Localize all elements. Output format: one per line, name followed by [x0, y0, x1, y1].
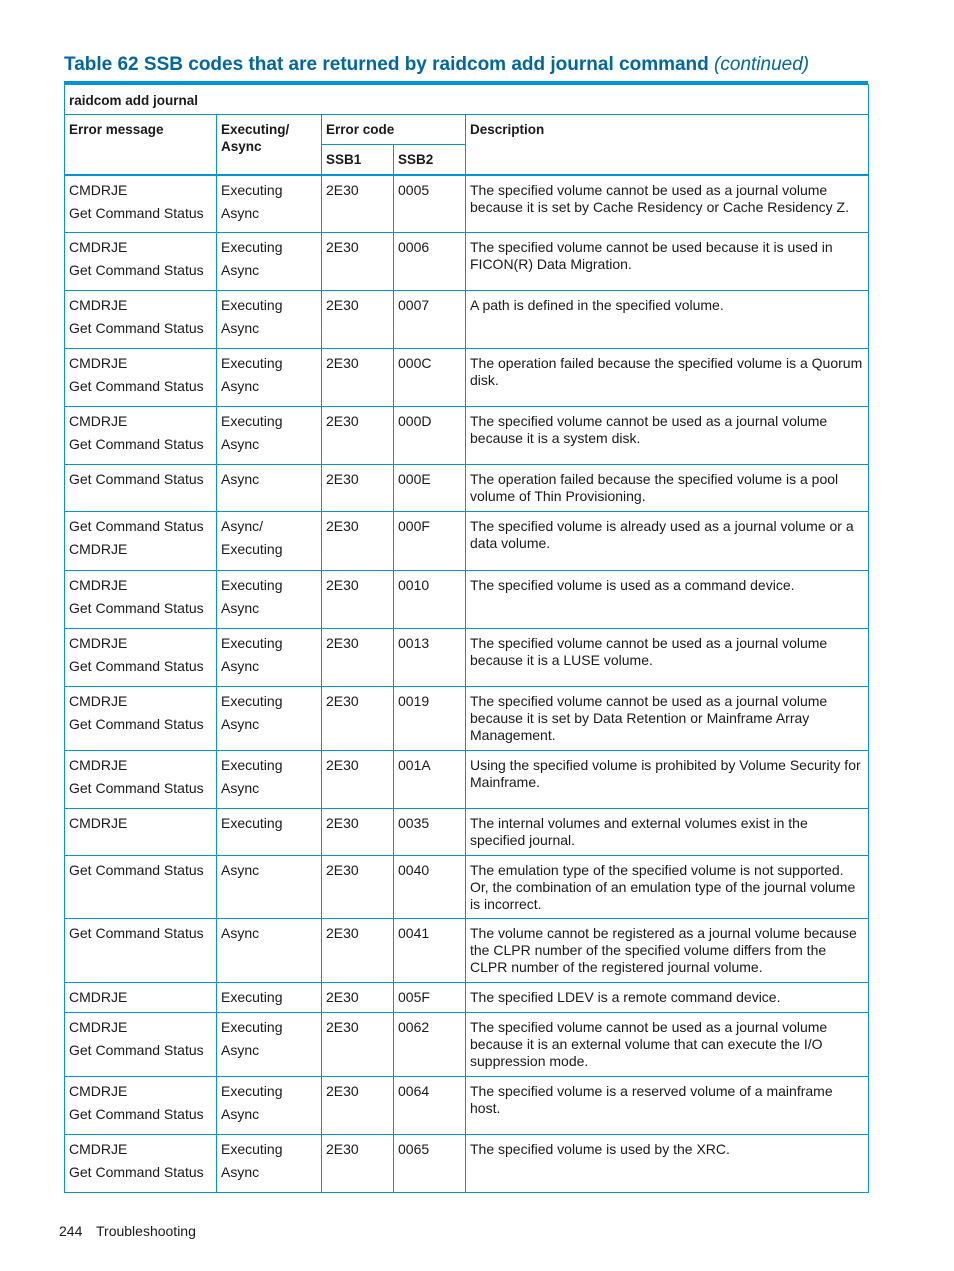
- cell-executing-async: [217, 465, 322, 512]
- executing-async-line: Executing: [221, 989, 283, 1005]
- error-message-line: CMDRJE: [69, 635, 128, 651]
- cell-ssb1: 2E30: [322, 465, 394, 512]
- cell-ssb1: 2E30: [322, 983, 394, 1013]
- cell-executing-async: [217, 687, 322, 751]
- table-row: [65, 687, 869, 751]
- cell-executing-async: [217, 1135, 322, 1193]
- cell-description: The specified volume cannot be used as a journal volume because it is set by Cache Residency or Cache Residency Z.: [466, 175, 869, 233]
- cell-ssb2: 0064: [394, 1077, 466, 1135]
- cell-executing-async: [217, 349, 322, 407]
- error-message-line: Get Command Status: [69, 600, 204, 616]
- cell-description: The specified volume is a reserved volume of a mainframe host.: [466, 1077, 869, 1135]
- cell-ssb2: 005F: [394, 983, 466, 1013]
- footer-section: Troubleshooting: [96, 1223, 196, 1239]
- cell-description: The internal volumes and external volumes exist in the specified journal.: [466, 809, 869, 856]
- error-message-line: Get Command Status: [69, 862, 204, 878]
- table-caption: raidcom add journal: [65, 85, 869, 115]
- cell-executing-async: [217, 512, 322, 571]
- cell-ssb1: 2E30: [322, 349, 394, 407]
- header-ssb1: SSB1: [322, 145, 394, 175]
- error-message-line: Get Command Status: [69, 518, 204, 534]
- cell-error-message: [65, 983, 217, 1013]
- cell-executing-async: [217, 856, 322, 919]
- executing-async-line: Async: [221, 1042, 260, 1058]
- table-row: [65, 512, 869, 571]
- cell-error-message: [65, 291, 217, 349]
- cell-error-message: [65, 1077, 217, 1135]
- cell-description: The specified LDEV is a remote command device.: [466, 983, 869, 1013]
- executing-async-line: Executing: [221, 577, 283, 593]
- error-message-line: Get Command Status: [69, 436, 204, 452]
- cell-executing-async: [217, 919, 322, 983]
- cell-error-message: [65, 1135, 217, 1193]
- executing-async-line: Executing: [221, 1083, 283, 1099]
- cell-description: The specified volume cannot be used as a journal volume because it is a LUSE volume.: [466, 629, 869, 687]
- table-row: [65, 751, 869, 809]
- table-body: [65, 175, 869, 1193]
- executing-async-line: Executing: [221, 693, 283, 709]
- table-row: [65, 571, 869, 629]
- cell-ssb2: 0019: [394, 687, 466, 751]
- cell-error-message: [65, 1013, 217, 1077]
- error-message-line: CMDRJE: [69, 693, 128, 709]
- cell-executing-async: [217, 175, 322, 233]
- cell-description: The volume cannot be registered as a journal volume because the CLPR number of the specified volume differs from the CLPR number of the registered journal volume.: [466, 919, 869, 983]
- executing-async-line: Executing: [221, 757, 283, 773]
- executing-async-line: Executing: [221, 815, 283, 831]
- executing-async-line: Async: [221, 262, 260, 278]
- executing-async-line: Async: [221, 925, 260, 941]
- cell-ssb1: 2E30: [322, 291, 394, 349]
- cell-error-message: [65, 571, 217, 629]
- header-ssb2: SSB2: [394, 145, 466, 175]
- cell-ssb2: 0041: [394, 919, 466, 983]
- cell-ssb1: 2E30: [322, 1077, 394, 1135]
- page-footer: [59, 1223, 196, 1239]
- cell-executing-async: [217, 233, 322, 291]
- cell-description: The operation failed because the specified volume is a pool volume of Thin Provisioning.: [466, 465, 869, 512]
- executing-async-line: Executing: [221, 355, 283, 371]
- cell-executing-async: [217, 407, 322, 465]
- cell-ssb1: 2E30: [322, 687, 394, 751]
- cell-description: A path is defined in the specified volume.: [466, 291, 869, 349]
- error-message-line: CMDRJE: [69, 413, 128, 429]
- error-message-line: CMDRJE: [69, 355, 128, 371]
- cell-ssb2: 0065: [394, 1135, 466, 1193]
- cell-ssb2: 0035: [394, 809, 466, 856]
- cell-ssb2: 0013: [394, 629, 466, 687]
- cell-ssb1: 2E30: [322, 809, 394, 856]
- error-message-line: Get Command Status: [69, 716, 204, 732]
- error-message-line: CMDRJE: [69, 239, 128, 255]
- cell-ssb2: 0010: [394, 571, 466, 629]
- error-message-line: CMDRJE: [69, 297, 128, 313]
- cell-error-message: [65, 809, 217, 856]
- executing-async-line: Executing: [221, 239, 283, 255]
- error-message-line: CMDRJE: [69, 757, 128, 773]
- cell-ssb1: 2E30: [322, 407, 394, 465]
- header-description: Description: [466, 115, 869, 175]
- cell-ssb1: 2E30: [322, 1013, 394, 1077]
- error-message-line: Get Command Status: [69, 1042, 204, 1058]
- cell-ssb2: 0005: [394, 175, 466, 233]
- executing-async-line: Async/: [221, 518, 264, 534]
- cell-error-message: [65, 629, 217, 687]
- cell-ssb1: 2E30: [322, 751, 394, 809]
- table-row: [65, 856, 869, 919]
- cell-error-message: [65, 465, 217, 512]
- cell-ssb2: 0040: [394, 856, 466, 919]
- cell-description: Using the specified volume is prohibited by Volume Security for Mainframe.: [466, 751, 869, 809]
- cell-ssb2: 001A: [394, 751, 466, 809]
- error-message-line: Get Command Status: [69, 320, 204, 336]
- cell-executing-async: [217, 291, 322, 349]
- error-message-line: CMDRJE: [69, 1141, 128, 1157]
- cell-ssb2: 000F: [394, 512, 466, 571]
- cell-description: The specified volume cannot be used as a journal volume because it is a system disk.: [466, 407, 869, 465]
- cell-ssb2: 0062: [394, 1013, 466, 1077]
- table-row: [65, 291, 869, 349]
- executing-async-line: Async: [221, 862, 260, 878]
- table-row: [65, 629, 869, 687]
- executing-async-line: Async: [221, 716, 260, 732]
- error-message-line: CMDRJE: [69, 541, 128, 557]
- executing-async-line: Executing: [221, 1141, 283, 1157]
- table-row: [65, 175, 869, 233]
- table-row: [65, 233, 869, 291]
- error-message-line: Get Command Status: [69, 471, 204, 487]
- error-message-line: Get Command Status: [69, 1106, 204, 1122]
- error-message-line: Get Command Status: [69, 658, 204, 674]
- executing-async-line: Executing: [221, 297, 283, 313]
- table-row: [65, 349, 869, 407]
- cell-error-message: [65, 919, 217, 983]
- cell-ssb1: 2E30: [322, 233, 394, 291]
- page-number: 244: [59, 1223, 83, 1239]
- cell-ssb1: 2E30: [322, 512, 394, 571]
- executing-async-line: Executing: [221, 541, 283, 557]
- cell-error-message: [65, 687, 217, 751]
- executing-async-line: Async: [221, 658, 260, 674]
- cell-description: The specified volume cannot be used as a journal volume because it is set by Data Retention or Mainframe Array Management.: [466, 687, 869, 751]
- error-message-line: Get Command Status: [69, 780, 204, 796]
- ssb-codes-table: [64, 84, 869, 1193]
- error-message-line: Get Command Status: [69, 925, 204, 941]
- executing-async-line: Async: [221, 436, 260, 452]
- executing-async-line: Async: [221, 378, 260, 394]
- executing-async-line: Executing: [221, 635, 283, 651]
- cell-ssb2: 000E: [394, 465, 466, 512]
- cell-error-message: [65, 856, 217, 919]
- cell-ssb1: 2E30: [322, 919, 394, 983]
- cell-executing-async: [217, 571, 322, 629]
- table-row: [65, 465, 869, 512]
- table-title-continued: (continued): [714, 54, 810, 75]
- error-message-line: CMDRJE: [69, 989, 128, 1005]
- cell-error-message: [65, 512, 217, 571]
- cell-error-message: [65, 175, 217, 233]
- executing-async-line: Async: [221, 600, 260, 616]
- table-title: [64, 54, 809, 76]
- table-row: [65, 1135, 869, 1193]
- error-message-line: Get Command Status: [69, 378, 204, 394]
- error-message-line: CMDRJE: [69, 815, 128, 831]
- cell-error-message: [65, 751, 217, 809]
- cell-ssb1: 2E30: [322, 175, 394, 233]
- error-message-line: Get Command Status: [69, 204, 204, 221]
- cell-ssb2: 000D: [394, 407, 466, 465]
- cell-description: The specified volume is used as a command device.: [466, 571, 869, 629]
- cell-ssb1: 2E30: [322, 1135, 394, 1193]
- table-row: [65, 809, 869, 856]
- cell-ssb2: 0006: [394, 233, 466, 291]
- table-row: [65, 983, 869, 1013]
- executing-async-line: Async: [221, 780, 260, 796]
- executing-async-line: Executing: [221, 181, 283, 198]
- cell-error-message: [65, 233, 217, 291]
- cell-ssb1: 2E30: [322, 856, 394, 919]
- cell-ssb1: 2E30: [322, 629, 394, 687]
- cell-error-message: [65, 349, 217, 407]
- cell-ssb1: 2E30: [322, 571, 394, 629]
- cell-description: The emulation type of the specified volume is not supported. Or, the combination of an emulation type of the journal volume is incorrect.: [466, 856, 869, 919]
- cell-description: The specified volume cannot be used because it is used in FICON(R) Data Migration.: [466, 233, 869, 291]
- error-message-line: Get Command Status: [69, 1164, 204, 1180]
- cell-ssb2: 0007: [394, 291, 466, 349]
- executing-async-line: Executing: [221, 413, 283, 429]
- executing-async-line: Async: [221, 1106, 260, 1122]
- table-row: [65, 1013, 869, 1077]
- error-message-line: CMDRJE: [69, 1083, 128, 1099]
- cell-executing-async: [217, 629, 322, 687]
- table-row: [65, 407, 869, 465]
- cell-error-message: [65, 407, 217, 465]
- executing-async-line: Async: [221, 320, 260, 336]
- error-message-line: CMDRJE: [69, 577, 128, 593]
- table-title-text: Table 62 SSB codes that are returned by raidcom add journal command: [64, 54, 709, 75]
- cell-description: The specified volume is already used as a journal volume or a data volume.: [466, 512, 869, 571]
- executing-async-line: Async: [221, 1164, 260, 1180]
- cell-executing-async: [217, 1077, 322, 1135]
- error-message-line: CMDRJE: [69, 1019, 128, 1035]
- executing-async-line: Async: [221, 471, 260, 487]
- executing-async-line: Async: [221, 204, 260, 221]
- cell-description: The specified volume cannot be used as a journal volume because it is an external volume that can execute the I/O suppression mode.: [466, 1013, 869, 1077]
- cell-executing-async: [217, 751, 322, 809]
- table-row: [65, 1077, 869, 1135]
- cell-description: The specified volume is used by the XRC.: [466, 1135, 869, 1193]
- header-error-code: Error code: [322, 115, 466, 145]
- header-error-message: Error message: [65, 115, 217, 175]
- error-message-line: Get Command Status: [69, 262, 204, 278]
- header-executing-async: Executing/ Async: [217, 115, 322, 175]
- cell-description: The operation failed because the specified volume is a Quorum disk.: [466, 349, 869, 407]
- cell-executing-async: [217, 809, 322, 856]
- cell-ssb2: 000C: [394, 349, 466, 407]
- cell-executing-async: [217, 983, 322, 1013]
- error-message-line: CMDRJE: [69, 181, 128, 198]
- executing-async-line: Executing: [221, 1019, 283, 1035]
- cell-executing-async: [217, 1013, 322, 1077]
- table-row: [65, 919, 869, 983]
